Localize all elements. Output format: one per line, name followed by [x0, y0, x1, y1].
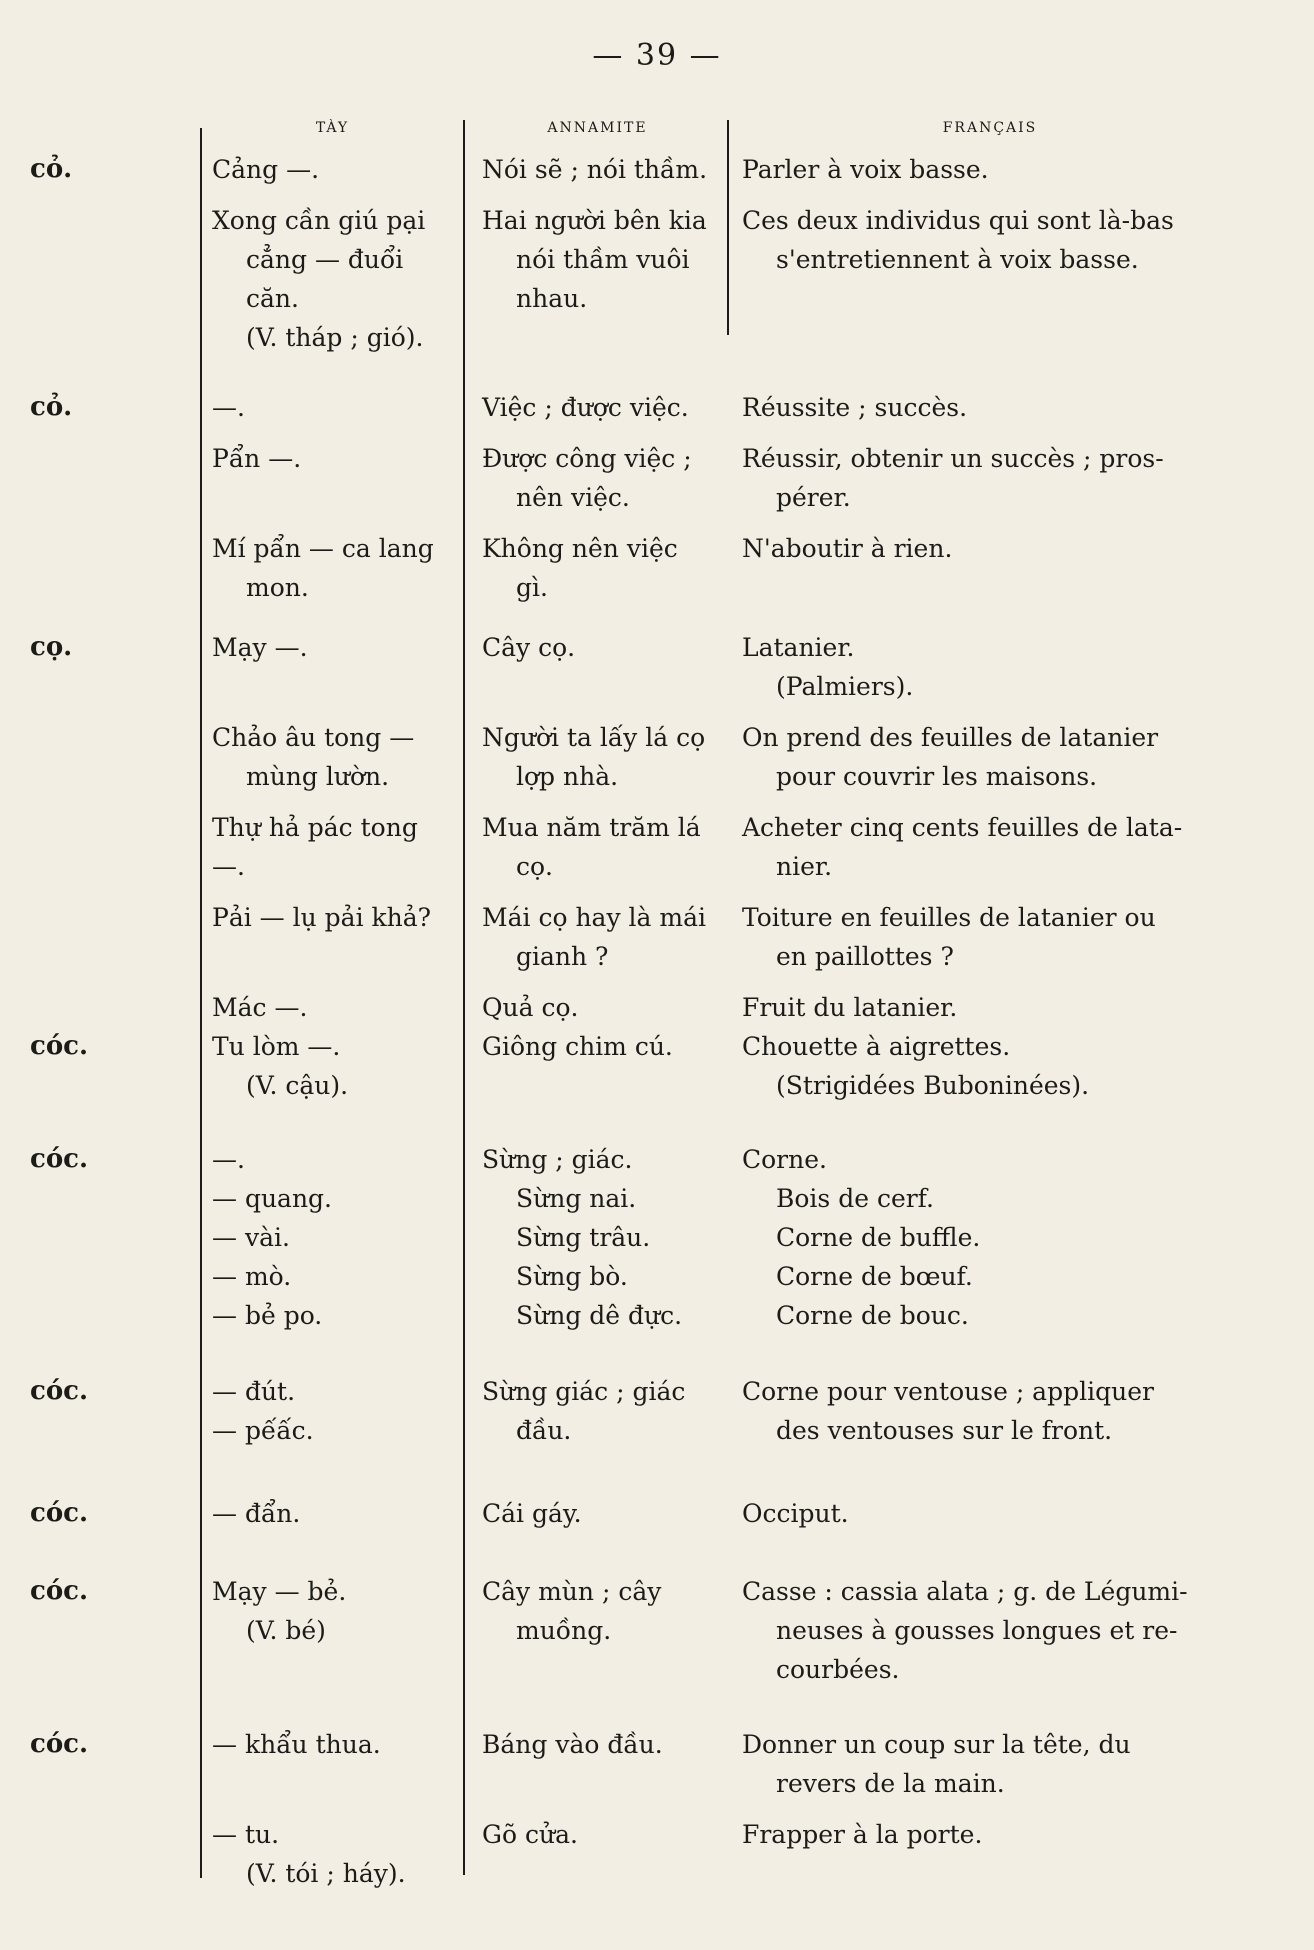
entry-line: Ces deux individus qui sont là-bas	[742, 206, 1174, 235]
entry-line: Casse : cassia alata ; g. de Légumi-	[742, 1577, 1188, 1606]
french-column-text	[742, 1815, 1232, 1854]
entry-headword: cóc.	[30, 1729, 89, 1759]
entry-line: (Palmiers).	[776, 672, 914, 701]
entry-headword: cóc.	[30, 1376, 89, 1406]
entry-line: Donner un coup sur la tête, du	[742, 1730, 1131, 1759]
entry-headword: cỏ.	[30, 392, 73, 422]
entry-line: — pếấc.	[212, 1416, 314, 1445]
french-column-text	[742, 1725, 1232, 1803]
entry-line: — đẩn.	[212, 1499, 301, 1528]
entry-line: Mác —.	[212, 993, 308, 1022]
entry-line: Mái cọ hay là mái	[482, 903, 706, 932]
entry-line: Toiture en feuilles de latanier ou	[742, 903, 1156, 932]
entry-line: gianh ?	[516, 942, 609, 971]
entry-line: Corne pour ventouse ; appliquer	[742, 1377, 1154, 1406]
entry-line: Chouette à aigrettes.	[742, 1032, 1011, 1061]
annamite-column-text	[482, 1372, 722, 1450]
tay-column-text	[212, 628, 460, 667]
tay-column-text	[212, 201, 460, 357]
entry-line: Quả cọ.	[482, 993, 579, 1022]
annamite-column-text	[482, 988, 722, 1027]
column-header-tay: TÀY	[315, 120, 350, 136]
entry-line: revers de la main.	[776, 1769, 1005, 1798]
french-column-text	[742, 718, 1232, 796]
entry-line: Sừng giác ; giác	[482, 1377, 686, 1406]
annamite-column-text	[482, 808, 722, 886]
entry-line: Parler à voix basse.	[742, 155, 989, 184]
entry-line: nên việc.	[516, 483, 630, 512]
entry-line: —.	[212, 1145, 245, 1174]
entry-line: Xong cần giú pại	[212, 206, 426, 235]
entry-line: nier.	[776, 852, 833, 881]
entry-headword: cóc.	[30, 1498, 89, 1528]
french-column-text	[742, 388, 1232, 427]
tay-column-text	[212, 1815, 460, 1893]
annamite-column-text	[482, 388, 722, 427]
entry-line: lợp nhà.	[516, 762, 619, 791]
annamite-column-text	[482, 1494, 722, 1533]
entry-line: Corne de buffle.	[776, 1223, 981, 1252]
tay-column-text	[212, 898, 460, 937]
french-column-text	[742, 1572, 1232, 1689]
french-column-text	[742, 898, 1232, 976]
french-column-text	[742, 529, 1232, 568]
entry-line: en paillottes ?	[776, 942, 954, 971]
annamite-column-text	[482, 529, 722, 607]
french-column-text	[742, 988, 1232, 1027]
french-column-text	[742, 1027, 1232, 1105]
column-divider-middle	[463, 120, 465, 1875]
entry-line: mùng lườn.	[246, 762, 390, 791]
french-column-text	[742, 439, 1232, 517]
entry-line: Occiput.	[742, 1499, 849, 1528]
entry-line: —.	[212, 393, 245, 422]
entry-line: (V. tháp ; gió).	[246, 323, 424, 352]
entry-line: gì.	[516, 573, 548, 602]
column-header-francais: FRANÇAIS	[942, 120, 1038, 136]
entry-line: (V. bé)	[246, 1616, 326, 1645]
entry-line: Báng vào đầu.	[482, 1730, 663, 1759]
entry-line: Mí pẩn — ca lang	[212, 534, 434, 563]
entry-headword: cóc.	[30, 1144, 89, 1174]
annamite-column-text	[482, 628, 722, 667]
tay-column-text	[212, 1725, 460, 1764]
entry-line: Sừng trâu.	[516, 1223, 651, 1252]
entry-line: Pải — lụ pải khả?	[212, 903, 432, 932]
entry-line: Frapper à la porte.	[742, 1820, 983, 1849]
french-column-text	[742, 808, 1232, 886]
entry-line: — bẻ po.	[212, 1301, 323, 1330]
entry-line: nói thầm vuôi	[516, 245, 690, 274]
entry-line: nhau.	[516, 284, 588, 313]
entry-line: muồng.	[516, 1616, 612, 1645]
entry-line: Hai người bên kia	[482, 206, 707, 235]
entry-line: Cái gáy.	[482, 1499, 582, 1528]
entry-line: Người ta lấy lá cọ	[482, 723, 706, 752]
annamite-column-text	[482, 718, 722, 796]
entry-headword: cóc.	[30, 1576, 89, 1606]
entry-line: Sừng dê đực.	[516, 1301, 683, 1330]
tay-column-text	[212, 529, 460, 607]
entry-line: Latanier.	[742, 633, 855, 662]
entry-line: pour couvrir les maisons.	[776, 762, 1098, 791]
tay-column-text	[212, 439, 460, 478]
annamite-column-text	[482, 898, 722, 976]
entry-line: — mò.	[212, 1262, 292, 1291]
entry-line: (V. cậu).	[246, 1071, 349, 1100]
tay-column-text	[212, 1140, 460, 1335]
column-divider-right	[727, 120, 729, 335]
column-divider-left	[200, 128, 202, 1878]
entry-line: pérer.	[776, 483, 851, 512]
entry-line: (V. tói ; háy).	[246, 1859, 406, 1888]
tay-column-text	[212, 718, 460, 796]
entry-line: Réussir, obtenir un succès ; pros-	[742, 444, 1164, 473]
entry-line: mon.	[246, 573, 309, 602]
entry-line: Cây mùn ; cây	[482, 1577, 662, 1606]
tay-column-text	[212, 1494, 460, 1533]
entry-line: Fruit du latanier.	[742, 993, 958, 1022]
entry-line: —.	[212, 852, 245, 881]
entry-line: des ventouses sur le front.	[776, 1416, 1113, 1445]
french-column-text	[742, 150, 1232, 189]
annamite-column-text	[482, 1572, 722, 1650]
entry-headword: cọ.	[30, 632, 73, 662]
tay-column-text	[212, 808, 460, 886]
entry-line: Sừng nai.	[516, 1184, 637, 1213]
entry-line: Thự hả pác tong	[212, 813, 418, 842]
tay-column-text	[212, 1572, 460, 1650]
entry-line: Cảng —.	[212, 155, 320, 184]
entry-line: Sừng ; giác.	[482, 1145, 633, 1174]
entry-line: Acheter cinq cents feuilles de lata-	[742, 813, 1183, 842]
entry-line: Nói sẽ ; nói thầm.	[482, 155, 708, 184]
entry-line: courbées.	[776, 1655, 900, 1684]
entry-line: Gõ cửa.	[482, 1820, 578, 1849]
tay-column-text	[212, 1372, 460, 1450]
entry-headword: cóc.	[30, 1031, 89, 1061]
french-column-text	[742, 201, 1232, 279]
entry-line: Mạy —.	[212, 633, 308, 662]
tay-column-text	[212, 150, 460, 189]
entry-line: Không nên việc	[482, 534, 678, 563]
entry-line: Corne.	[742, 1145, 827, 1174]
french-column-text	[742, 628, 1232, 706]
entry-line: Corne de bœuf.	[776, 1262, 973, 1291]
entry-line: Tu lòm —.	[212, 1032, 341, 1061]
entry-line: Réussite ; succès.	[742, 393, 968, 422]
annamite-column-text	[482, 201, 722, 318]
entry-line: On prend des feuilles de latanier	[742, 723, 1159, 752]
entry-line: Mua năm trăm lá	[482, 813, 701, 842]
entry-line: s'entretiennent à voix basse.	[776, 245, 1139, 274]
entry-line: — tu.	[212, 1820, 280, 1849]
entry-line: cọ.	[516, 852, 553, 881]
entry-line: Chảo âu tong —	[212, 723, 415, 752]
annamite-column-text	[482, 1027, 722, 1066]
entry-line: Giông chim cú.	[482, 1032, 673, 1061]
entry-headword: cỏ.	[30, 154, 73, 184]
entry-line: N'aboutir à rien.	[742, 534, 953, 563]
tay-column-text	[212, 988, 460, 1027]
entry-line: đầu.	[516, 1416, 572, 1445]
annamite-column-text	[482, 439, 722, 517]
page-number: — 39 —	[592, 38, 722, 73]
entry-line: — đút.	[212, 1377, 296, 1406]
tay-column-text	[212, 1027, 460, 1105]
entry-line: Sừng bò.	[516, 1262, 628, 1291]
entry-line: — vài.	[212, 1223, 290, 1252]
annamite-column-text	[482, 1815, 722, 1854]
tay-column-text	[212, 388, 460, 427]
entry-line: — quang.	[212, 1184, 333, 1213]
entry-line: căn.	[246, 284, 299, 313]
entry-line: (Strigidées Buboninées).	[776, 1071, 1090, 1100]
annamite-column-text	[482, 1140, 722, 1335]
annamite-column-text	[482, 150, 722, 189]
french-column-text	[742, 1372, 1232, 1450]
entry-line: neuses à gousses longues et re-	[776, 1616, 1178, 1645]
entry-line: Được công việc ;	[482, 444, 692, 473]
entry-line: Cây cọ.	[482, 633, 576, 662]
entry-line: Corne de bouc.	[776, 1301, 969, 1330]
french-column-text	[742, 1494, 1232, 1533]
annamite-column-text	[482, 1725, 722, 1764]
column-header-annamite: ANNAMITE	[547, 120, 648, 136]
entry-line: cẳng — đuổi	[246, 245, 404, 274]
entry-line: Pẩn —.	[212, 444, 302, 473]
entry-line: — khẩu thua.	[212, 1730, 381, 1759]
french-column-text	[742, 1140, 1232, 1335]
entry-line: Bois de cerf.	[776, 1184, 934, 1213]
entry-line: Mạy — bẻ.	[212, 1577, 347, 1606]
entry-line: Việc ; được việc.	[482, 393, 689, 422]
